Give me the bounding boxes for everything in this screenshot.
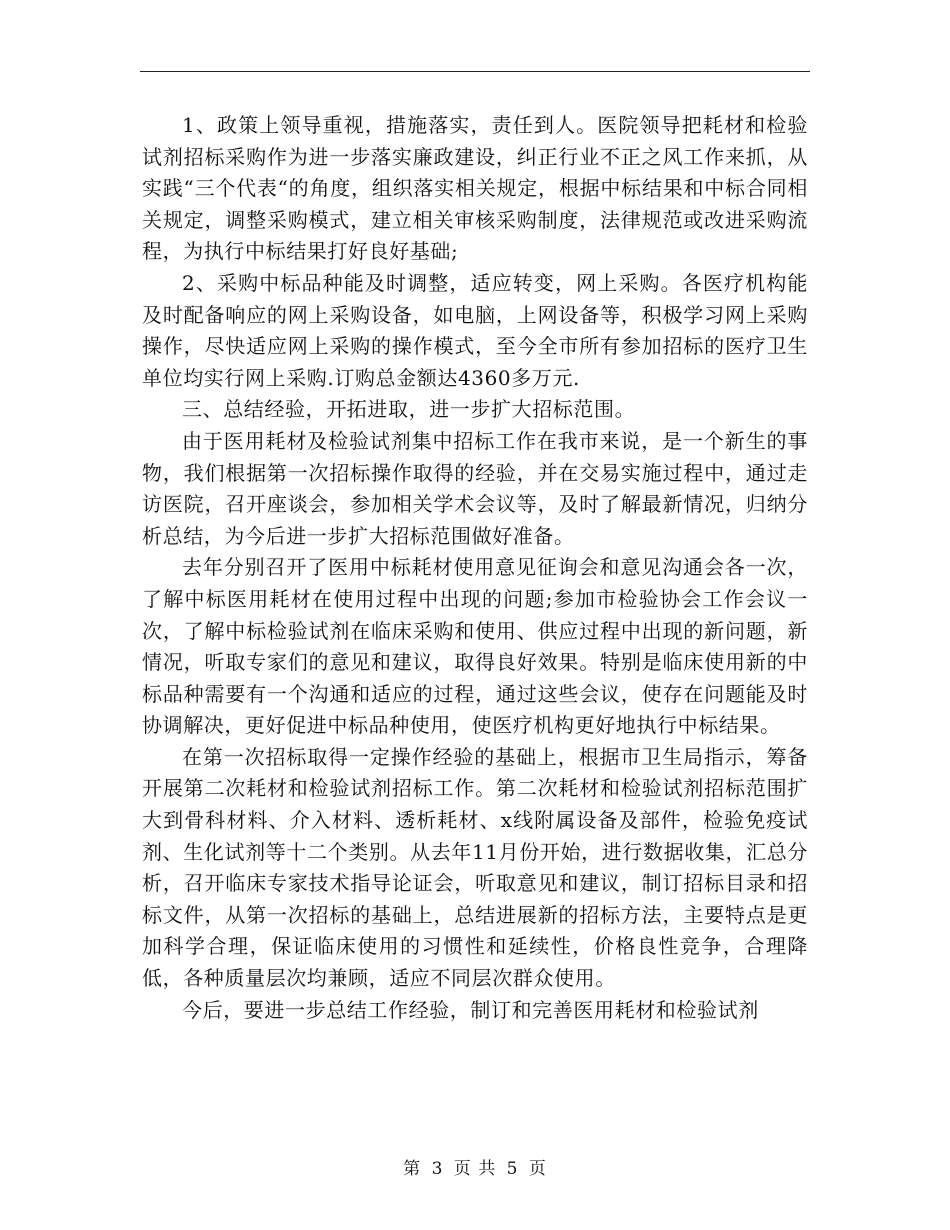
paragraph-experience: 由于医用耗材及检验试剂集中招标工作在我市来说，是一个新生的事物，我们根据第一次招标操作取得的经验，并在交易实施过程中，通过走访医院，召开座谈会，参加相关学术会议等，及时了解最新情况，归纳分析总结，为今后进一步扩大招标范围做好准备。 bbox=[142, 428, 808, 548]
paragraph-policy: 1、政策上领导重视，措施落实，责任到人。医院领导把耗材和检验试剂招标采购作为进一步落实廉政建设，纠正行业不正之风工作来抓，从实践“三个代表“的角度，组织落实相关规定，根据中标结果和中标合同相关规定，调整采购模式，建立相关审核采购制度，法律规范或改进采购流程，为执行中标结果打好良好基础; bbox=[142, 113, 808, 264]
total-pages-number: 5 bbox=[506, 1159, 519, 1179]
footer-suffix: 页 bbox=[528, 1159, 547, 1179]
page-footer bbox=[0, 1154, 950, 1179]
footer-prefix: 第 bbox=[403, 1159, 422, 1179]
footer-middle: 页 共 bbox=[453, 1159, 497, 1179]
document-body bbox=[142, 110, 808, 1026]
section-heading-summary: 三、总结经验，开拓进取，进一步扩大招标范围。 bbox=[182, 397, 636, 422]
current-page-number: 3 bbox=[431, 1159, 444, 1179]
paragraph-future: 今后，要进一步总结工作经验，制订和完善医用耗材和检验试剂 bbox=[182, 997, 759, 1022]
paragraph-meetings: 去年分别召开了医用中标耗材使用意见征询会和意见沟通会各一次，了解中标医用耗材在使用过程中出现的问题;参加市检验协会工作会议一次，了解中标检验试剂在临床采购和使用、供应过程中出现的新问题，新情况，听取专家们的意见和建议，取得良好效果。特别是临床使用新的中标品种需要有一个沟通和适应的过程，通过这些会议，使存在问题能及时协调解决，更好促进中标品种使用，使医疗机构更好地执行中标结果。 bbox=[142, 555, 808, 738]
paragraph-second-tender: 在第一次招标取得一定操作经验的基础上，根据市卫生局指示，筹备开展第二次耗材和检验试剂招标工作。第二次耗材和检验试剂招标范围扩大到骨科材料、介入材料、透析耗材、x线附属设备及部件，检验免疫试剂、生化试剂等十二个类别。从去年11月份开始，进行数据收集，汇总分析，召开临床专家技术指导论证会，听取意见和建议，制订招标目录和招标文件，从第一次招标的基础上，总结进展新的招标方法，主要特点是更加科学合理，保证临床使用的习惯性和延续性，价格良性竞争，合理降低，各种质量层次均兼顾，适应不同层次群众使用。 bbox=[142, 744, 808, 991]
header-rule bbox=[140, 71, 810, 72]
paragraph-procurement: 2、采购中标品种能及时调整，适应转变，网上采购。各医疗机构能及时配备响应的网上采购设备，如电脑，上网设备等，积极学习网上采购操作，尽快适应网上采购的操作模式，至今全市所有参加招标的医疗卫生单位均实行网上采购.订购总金额达4360多万元. bbox=[142, 270, 808, 390]
